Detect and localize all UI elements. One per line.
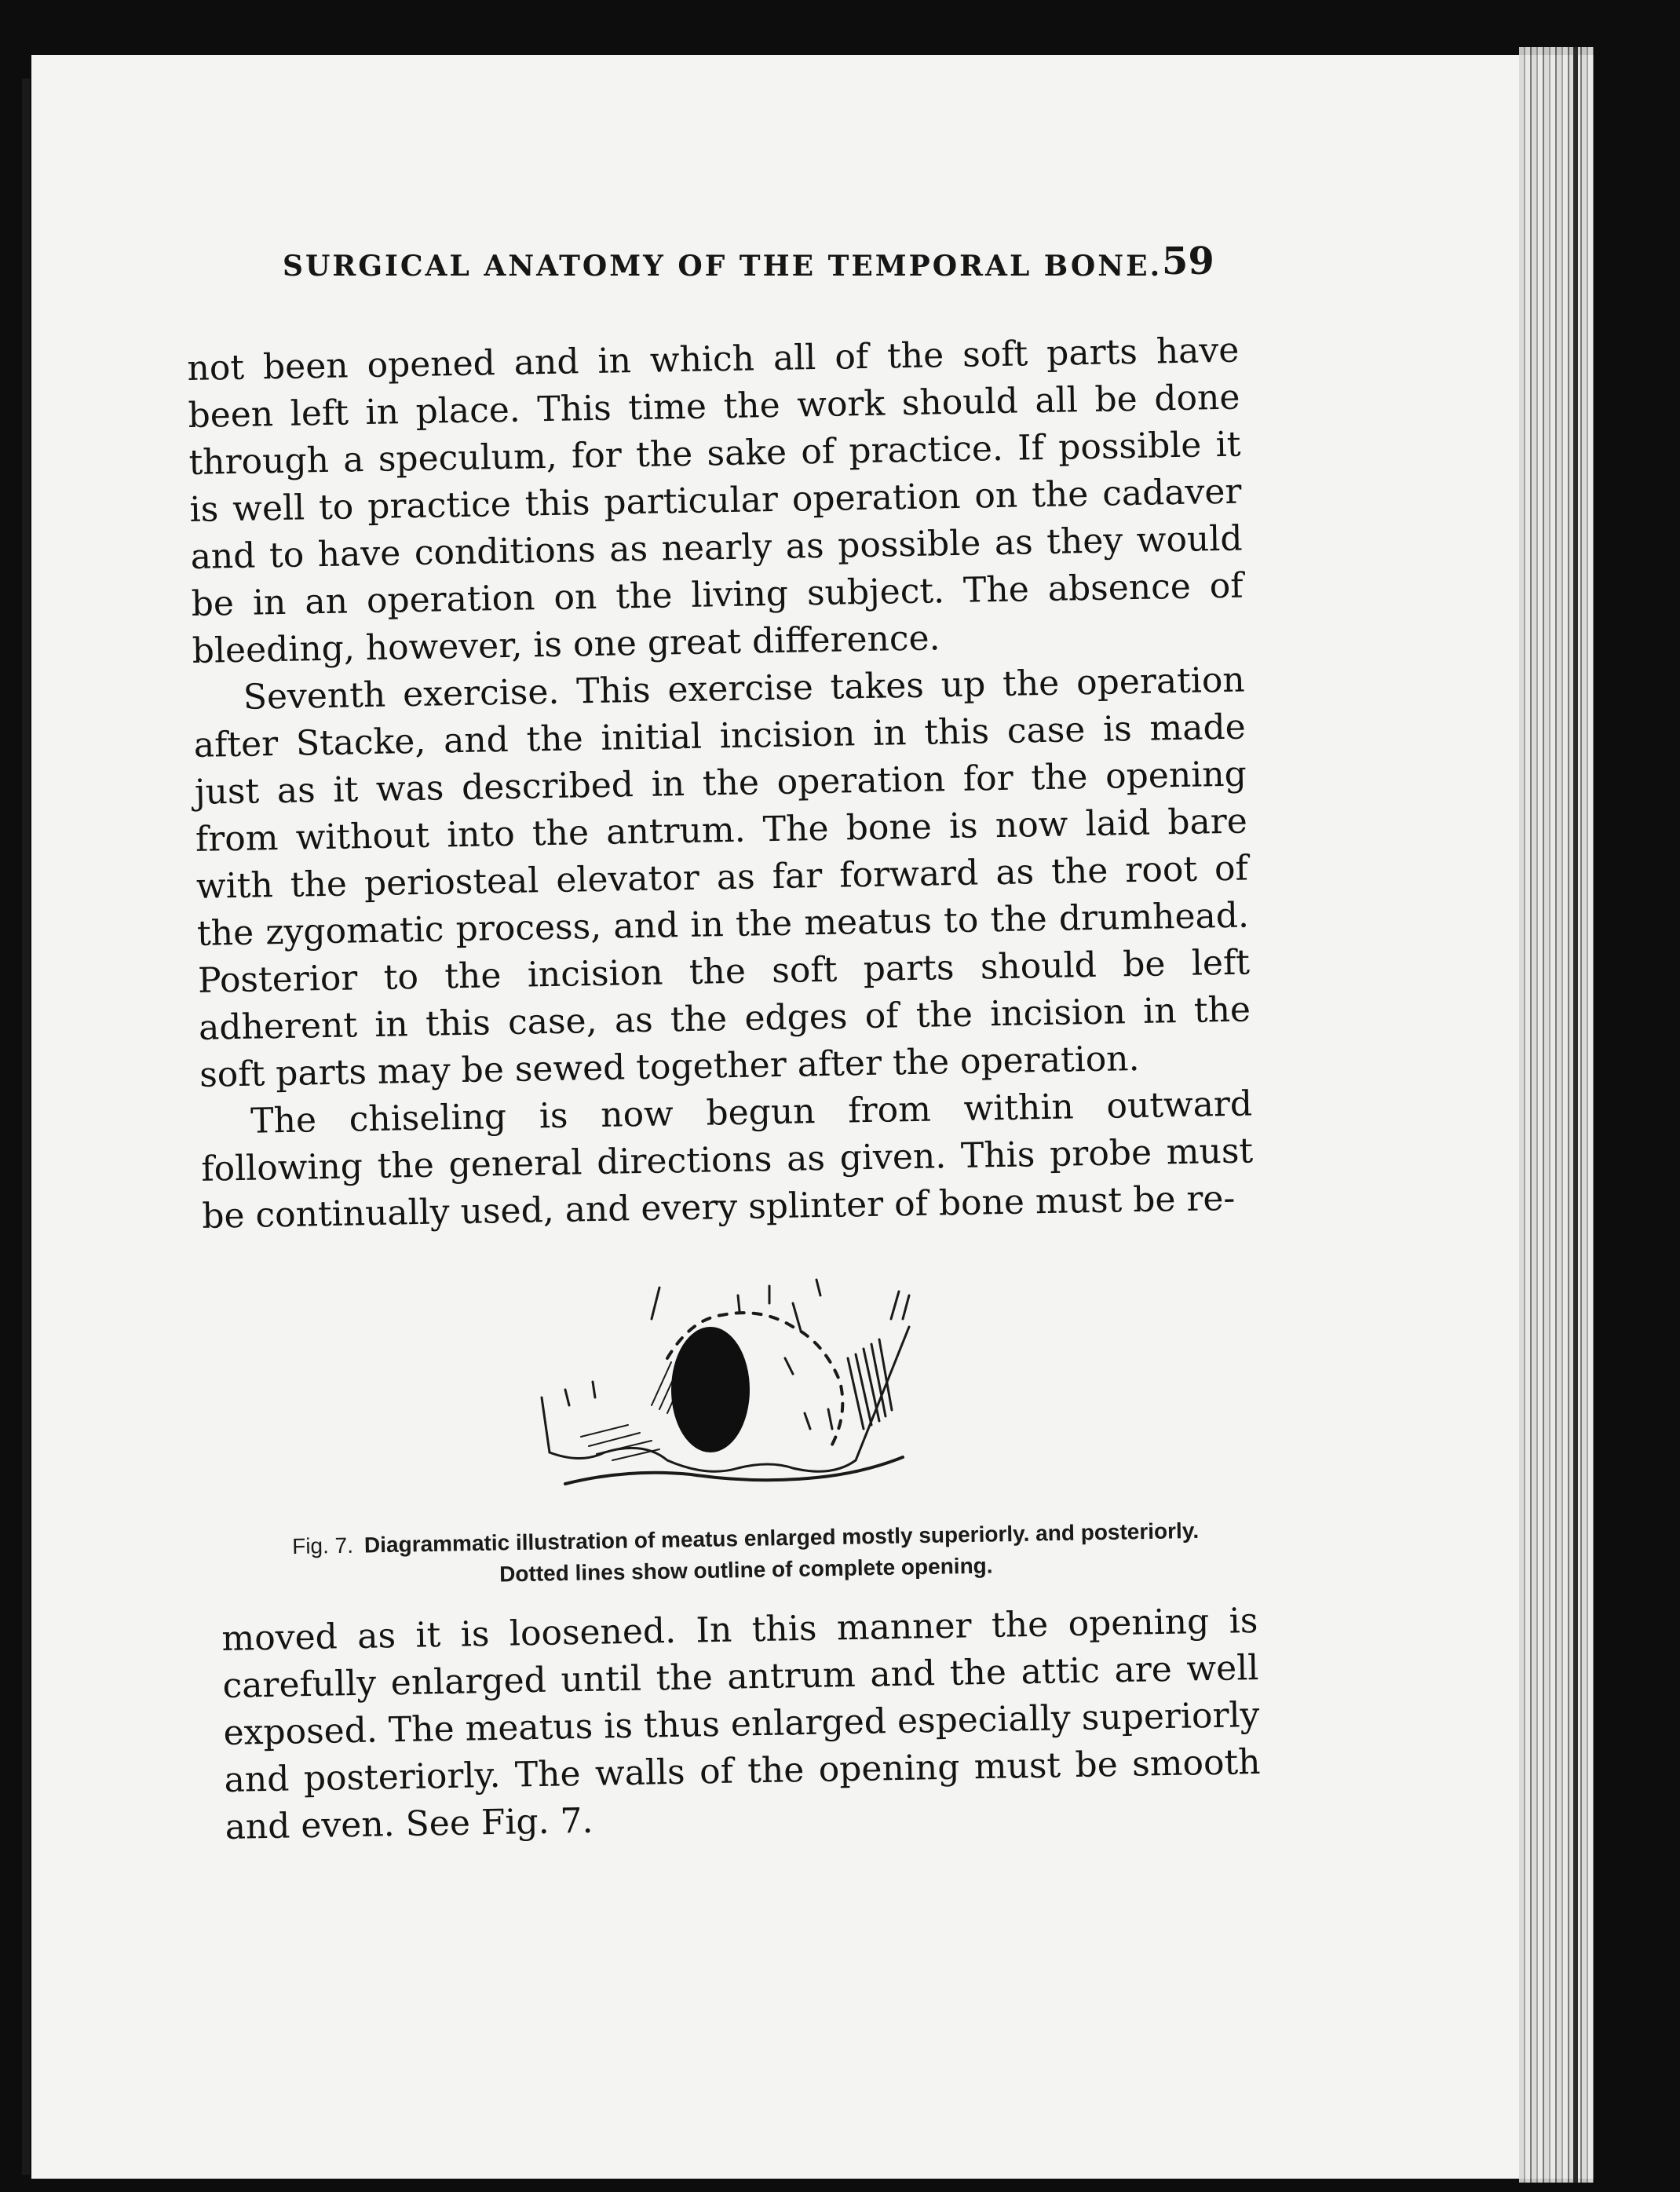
paragraph: Seventh exercise. This exercise takes up the operation after Stacke, and the initial incision in this case is made just as it was described in the operation for the opening from without into the antrum. The bone is now laid bare with the periosteal elevator as far forward as the root of the zygomatic process, and in the meatus to the drumhead. Posterior to the incision the soft parts should be left adherent in this case, as the edges of the incision in the soft parts may be sewed together after the operation. [193,659,1251,1095]
body-text-top [187,327,1255,1240]
page-edge-shadow [1573,47,1578,2183]
body-text-bottom [221,1598,1262,1851]
running-head: SURGICAL ANATOMY OF THE TEMPORAL BONE. [283,250,1163,283]
figure-caption-text: Diagrammatic illustration of meatus enlarged mostly superiorly. and posteriorly. Dotted lines show outline of complete opening. [363,1518,1200,1587]
page-number: 59 [1162,239,1214,283]
bone-base [565,1457,903,1484]
page-edges [1519,47,1594,2183]
paragraph: not been opened and in which all of the soft parts have been left in place. This time the work should all be done through a speculum, for the sake of practice. If possible it is well to practice this particular operation on the cadaver and to have conditions as nearly as possible as they would be in an operation on the living subject. The absence of bleeding, however, is one great difference. [187,330,1244,671]
figure-label: Fig. 7. [291,1533,354,1559]
paragraph: The chiseling is now begun from within outward following the general directions as given. This probe must be continually used, and every splinter of bone must be re- [200,1083,1254,1237]
figure-7-illustration [534,1272,973,1507]
paragraph: moved as it is loosened. In this manner the opening is carefully enlarged until the antrum and the attic are well exposed. The meatus is thus enlarged especially superiorly and posteriorly. The walls of the opening must be smooth and even. See Fig. 7. [221,1600,1261,1847]
book-spine-shadow [22,79,30,2175]
meatus-opening [671,1327,750,1452]
